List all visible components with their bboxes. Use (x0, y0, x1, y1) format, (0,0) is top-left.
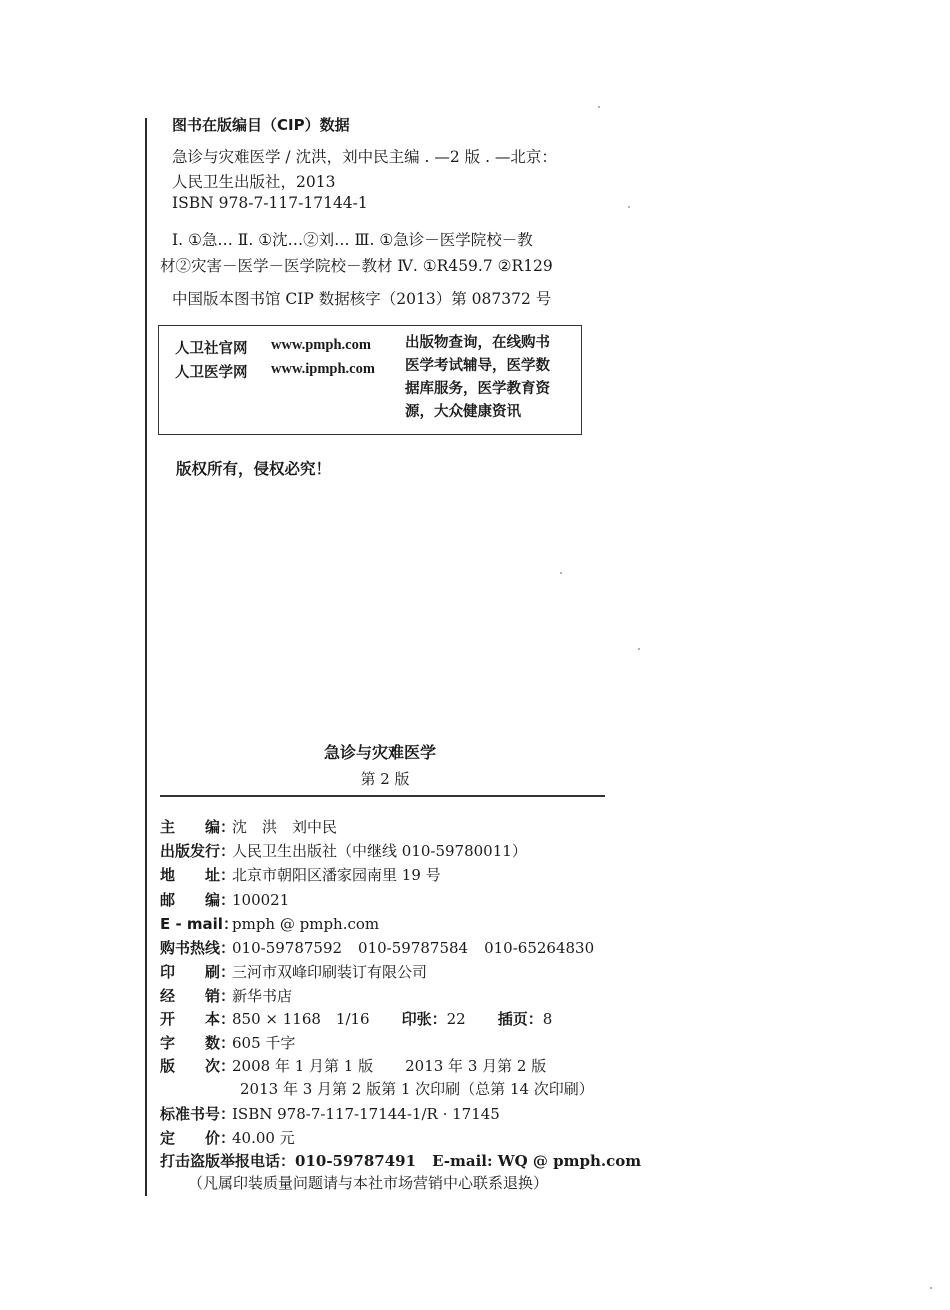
detail-row-format: 开 本：850 × 1168 1/16 印张：22 插页：8 (160, 1010, 553, 1028)
scan-speck (930, 1287, 932, 1289)
book-title: 急诊与灾难医学 (323, 743, 436, 762)
detail-row-email: E - mail：pmph @ pmph.com (160, 915, 380, 933)
site2-url[interactable]: www.ipmph.com (271, 361, 375, 377)
scan-speck (638, 648, 640, 650)
binding-margin-line (145, 118, 147, 1196)
detail-row-price: 定 价：40.00 元 (160, 1129, 295, 1147)
detail-row-distributor: 经 销：新华书店 (160, 987, 293, 1005)
services-line-1: 出版物查询，在线购书 (405, 335, 550, 351)
site2-label: 人卫医学网 (175, 365, 248, 381)
section-divider (160, 795, 605, 797)
rights-notice: 版权所有，侵权必究！ (176, 460, 332, 478)
scan-speck (560, 572, 562, 574)
cip-classification-1: Ⅰ. ①急… Ⅱ. ①沈…②刘… Ⅲ. ①急诊－医学院校－教 (172, 231, 533, 249)
services-line-4: 源，大众健康资讯 (405, 404, 521, 420)
detail-row-editor: 主 编：沈 洪 刘中民 (160, 818, 338, 836)
cip-title: 图书在版编目（CIP）数据 (172, 116, 350, 134)
quality-return-note: （凡属印装质量问题请与本社市场营销中心联系退换） (188, 1174, 549, 1192)
piracy-report-line: 打击盗版举报电话：010-59787491 E-mail: WQ @ pmph.com (160, 1152, 642, 1170)
detail-row-postcode: 邮 编：100021 (160, 891, 290, 909)
detail-row-words: 字 数：605 千字 (160, 1034, 296, 1052)
scan-speck (628, 206, 630, 208)
detail-row-standard-number: 标准书号：ISBN 978-7-117-17144-1/R · 17145 (160, 1105, 500, 1123)
detail-row-address: 地 址：北京市朝阳区潘家园南里 19 号 (160, 866, 441, 884)
detail-row-printing: 2013 年 3 月第 2 版第 1 次印刷（总第 14 次印刷） (240, 1080, 594, 1098)
cip-line-2: 人民卫生出版社，2013 (172, 173, 336, 191)
publisher-email[interactable]: pmph @ pmph.com (232, 915, 380, 933)
services-line-2: 医学考试辅导，医学数 (405, 358, 550, 374)
cip-classification-2: 材②灾害－医学－医学院校－教材 Ⅳ. ①R459.7 ②R129 (160, 257, 553, 275)
cip-data-number: 中国版本图书馆 CIP 数据核字（2013）第 087372 号 (172, 290, 552, 308)
detail-row-printer: 印 刷：三河市双峰印刷装订有限公司 (160, 963, 428, 981)
detail-row-publisher: 出版发行：人民卫生出版社（中继线 010-59780011） (160, 842, 527, 860)
site1-url[interactable]: www.pmph.com (271, 337, 371, 353)
scan-speck (598, 106, 600, 108)
website-info-box (158, 325, 582, 435)
services-line-3: 据库服务，医学教育资 (405, 381, 550, 397)
detail-row-hotline: 购书热线：010-59787592 010-59787584 010-65264830 (160, 939, 595, 957)
detail-row-edition: 版 次：2008 年 1 月第 1 版 2013 年 3 月第 2 版 (160, 1057, 547, 1075)
cip-isbn: ISBN 978-7-117-17144-1 (172, 194, 368, 212)
services-text (405, 332, 550, 424)
cip-line-1: 急诊与灾难医学 / 沈洪，刘中民主编 . —2 版 . —北京： (172, 148, 557, 166)
edition-label: 第 2 版 (360, 770, 410, 788)
site1-label: 人卫社官网 (175, 341, 248, 357)
